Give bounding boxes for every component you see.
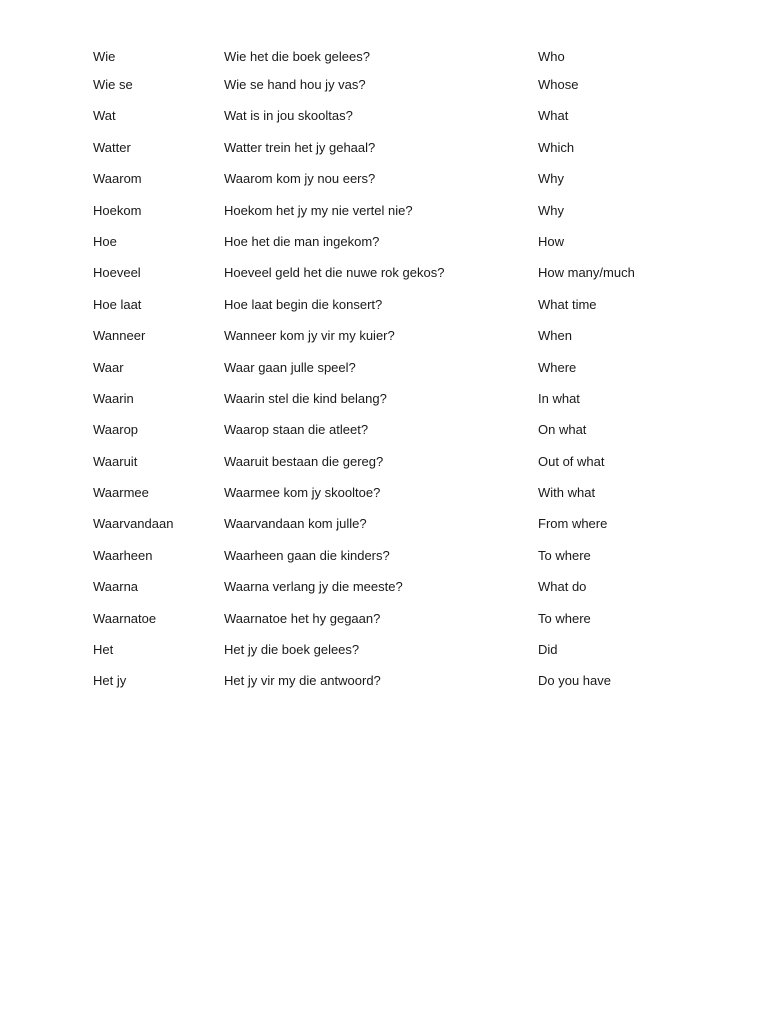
table-row [93, 609, 713, 640]
table-row [93, 169, 713, 200]
afrikaans-word: Waar [93, 359, 124, 375]
example-sentence: Hoe het die man ingekom? [224, 233, 380, 249]
english-translation: Which [538, 139, 575, 155]
table-row [93, 75, 713, 106]
afrikaans-word: Wie [93, 49, 116, 64]
example-sentence: Het jy die boek gelees? [224, 642, 360, 658]
afrikaans-word: Waarvandaan [93, 516, 174, 532]
english-translation: With what [538, 485, 596, 501]
afrikaans-word: Hoe [93, 233, 117, 249]
afrikaans-word: Hoeveel [93, 265, 141, 281]
afrikaans-word: Waarop [93, 422, 139, 438]
afrikaans-word: Waarna [93, 579, 139, 595]
example-sentence: Waar gaan julle speel? [224, 359, 356, 375]
english-translation: What [538, 108, 569, 124]
example-sentence: Wat is in jou skooltas? [224, 108, 353, 124]
example-sentence: Waaruit bestaan die gereg? [224, 453, 384, 469]
english-translation: On what [538, 422, 587, 438]
afrikaans-word: Waarmee [93, 485, 149, 501]
table-row [93, 514, 713, 545]
afrikaans-word: Waarin [93, 390, 134, 406]
table-row [93, 106, 713, 137]
english-translation: Out of what [538, 453, 605, 469]
table-row [93, 47, 713, 75]
afrikaans-word: Waarheen [93, 547, 153, 563]
example-sentence: Hoeveel geld het die nuwe rok gekos? [224, 265, 445, 281]
english-translation: To where [538, 610, 591, 626]
afrikaans-word: Wanneer [93, 328, 146, 344]
english-translation: To where [538, 547, 591, 563]
example-sentence: Hoekom het jy my nie vertel nie? [224, 202, 413, 218]
afrikaans-word: Het jy [93, 673, 127, 689]
table-row [93, 358, 713, 389]
table-row [93, 577, 713, 608]
afrikaans-word: Het [93, 642, 114, 658]
afrikaans-word: Watter [93, 139, 131, 155]
english-translation: Whose [538, 77, 579, 92]
table-row [93, 232, 713, 263]
table-row [93, 640, 713, 671]
english-translation: Why [538, 202, 564, 218]
afrikaans-word: Wat [93, 108, 116, 124]
example-sentence: Waarin stel die kind belang? [224, 390, 387, 406]
afrikaans-word: Wie se [93, 77, 133, 92]
english-translation: Do you have [538, 673, 611, 689]
english-translation: Who [538, 49, 565, 64]
example-sentence: Waarop staan die atleet? [224, 422, 369, 438]
english-translation: How many/much [538, 265, 635, 281]
example-sentence: Waarmee kom jy skooltoe? [224, 485, 381, 501]
example-sentence: Hoe laat begin die konsert? [224, 296, 383, 312]
table-row [93, 138, 713, 169]
table-row [93, 546, 713, 577]
afrikaans-word: Hoekom [93, 202, 142, 218]
afrikaans-word: Hoe laat [93, 296, 142, 312]
english-translation: Did [538, 642, 558, 658]
afrikaans-word: Waaruit [93, 453, 138, 469]
example-sentence: Waarvandaan kom julle? [224, 516, 367, 532]
question-words-table [93, 47, 713, 703]
example-sentence: Waarom kom jy nou eers? [224, 171, 376, 187]
example-sentence: Watter trein het jy gehaal? [224, 139, 376, 155]
afrikaans-word: Waarnatoe [93, 610, 157, 626]
example-sentence: Waarna verlang jy die meeste? [224, 579, 403, 595]
example-sentence: Wanneer kom jy vir my kuier? [224, 328, 395, 344]
english-translation: In what [538, 390, 580, 406]
example-sentence: Waarnatoe het hy gegaan? [224, 610, 381, 626]
english-translation: Why [538, 171, 564, 187]
table-row [93, 452, 713, 483]
table-row [93, 671, 713, 702]
example-sentence: Waarheen gaan die kinders? [224, 547, 390, 563]
example-sentence: Wie se hand hou jy vas? [224, 77, 366, 92]
english-translation: What time [538, 296, 597, 312]
table-row [93, 263, 713, 294]
afrikaans-word: Waarom [93, 171, 142, 187]
english-translation: How [538, 233, 565, 249]
example-sentence: Het jy vir my die antwoord? [224, 673, 381, 689]
table-row [93, 201, 713, 232]
table-row [93, 389, 713, 420]
english-translation: From where [538, 516, 608, 532]
english-translation: When [538, 328, 572, 344]
table-row [93, 483, 713, 514]
english-translation: Where [538, 359, 577, 375]
example-sentence: Wie het die boek gelees? [224, 49, 370, 64]
table-row [93, 420, 713, 451]
table-row [93, 326, 713, 357]
table-row [93, 295, 713, 326]
english-translation: What do [538, 579, 587, 595]
